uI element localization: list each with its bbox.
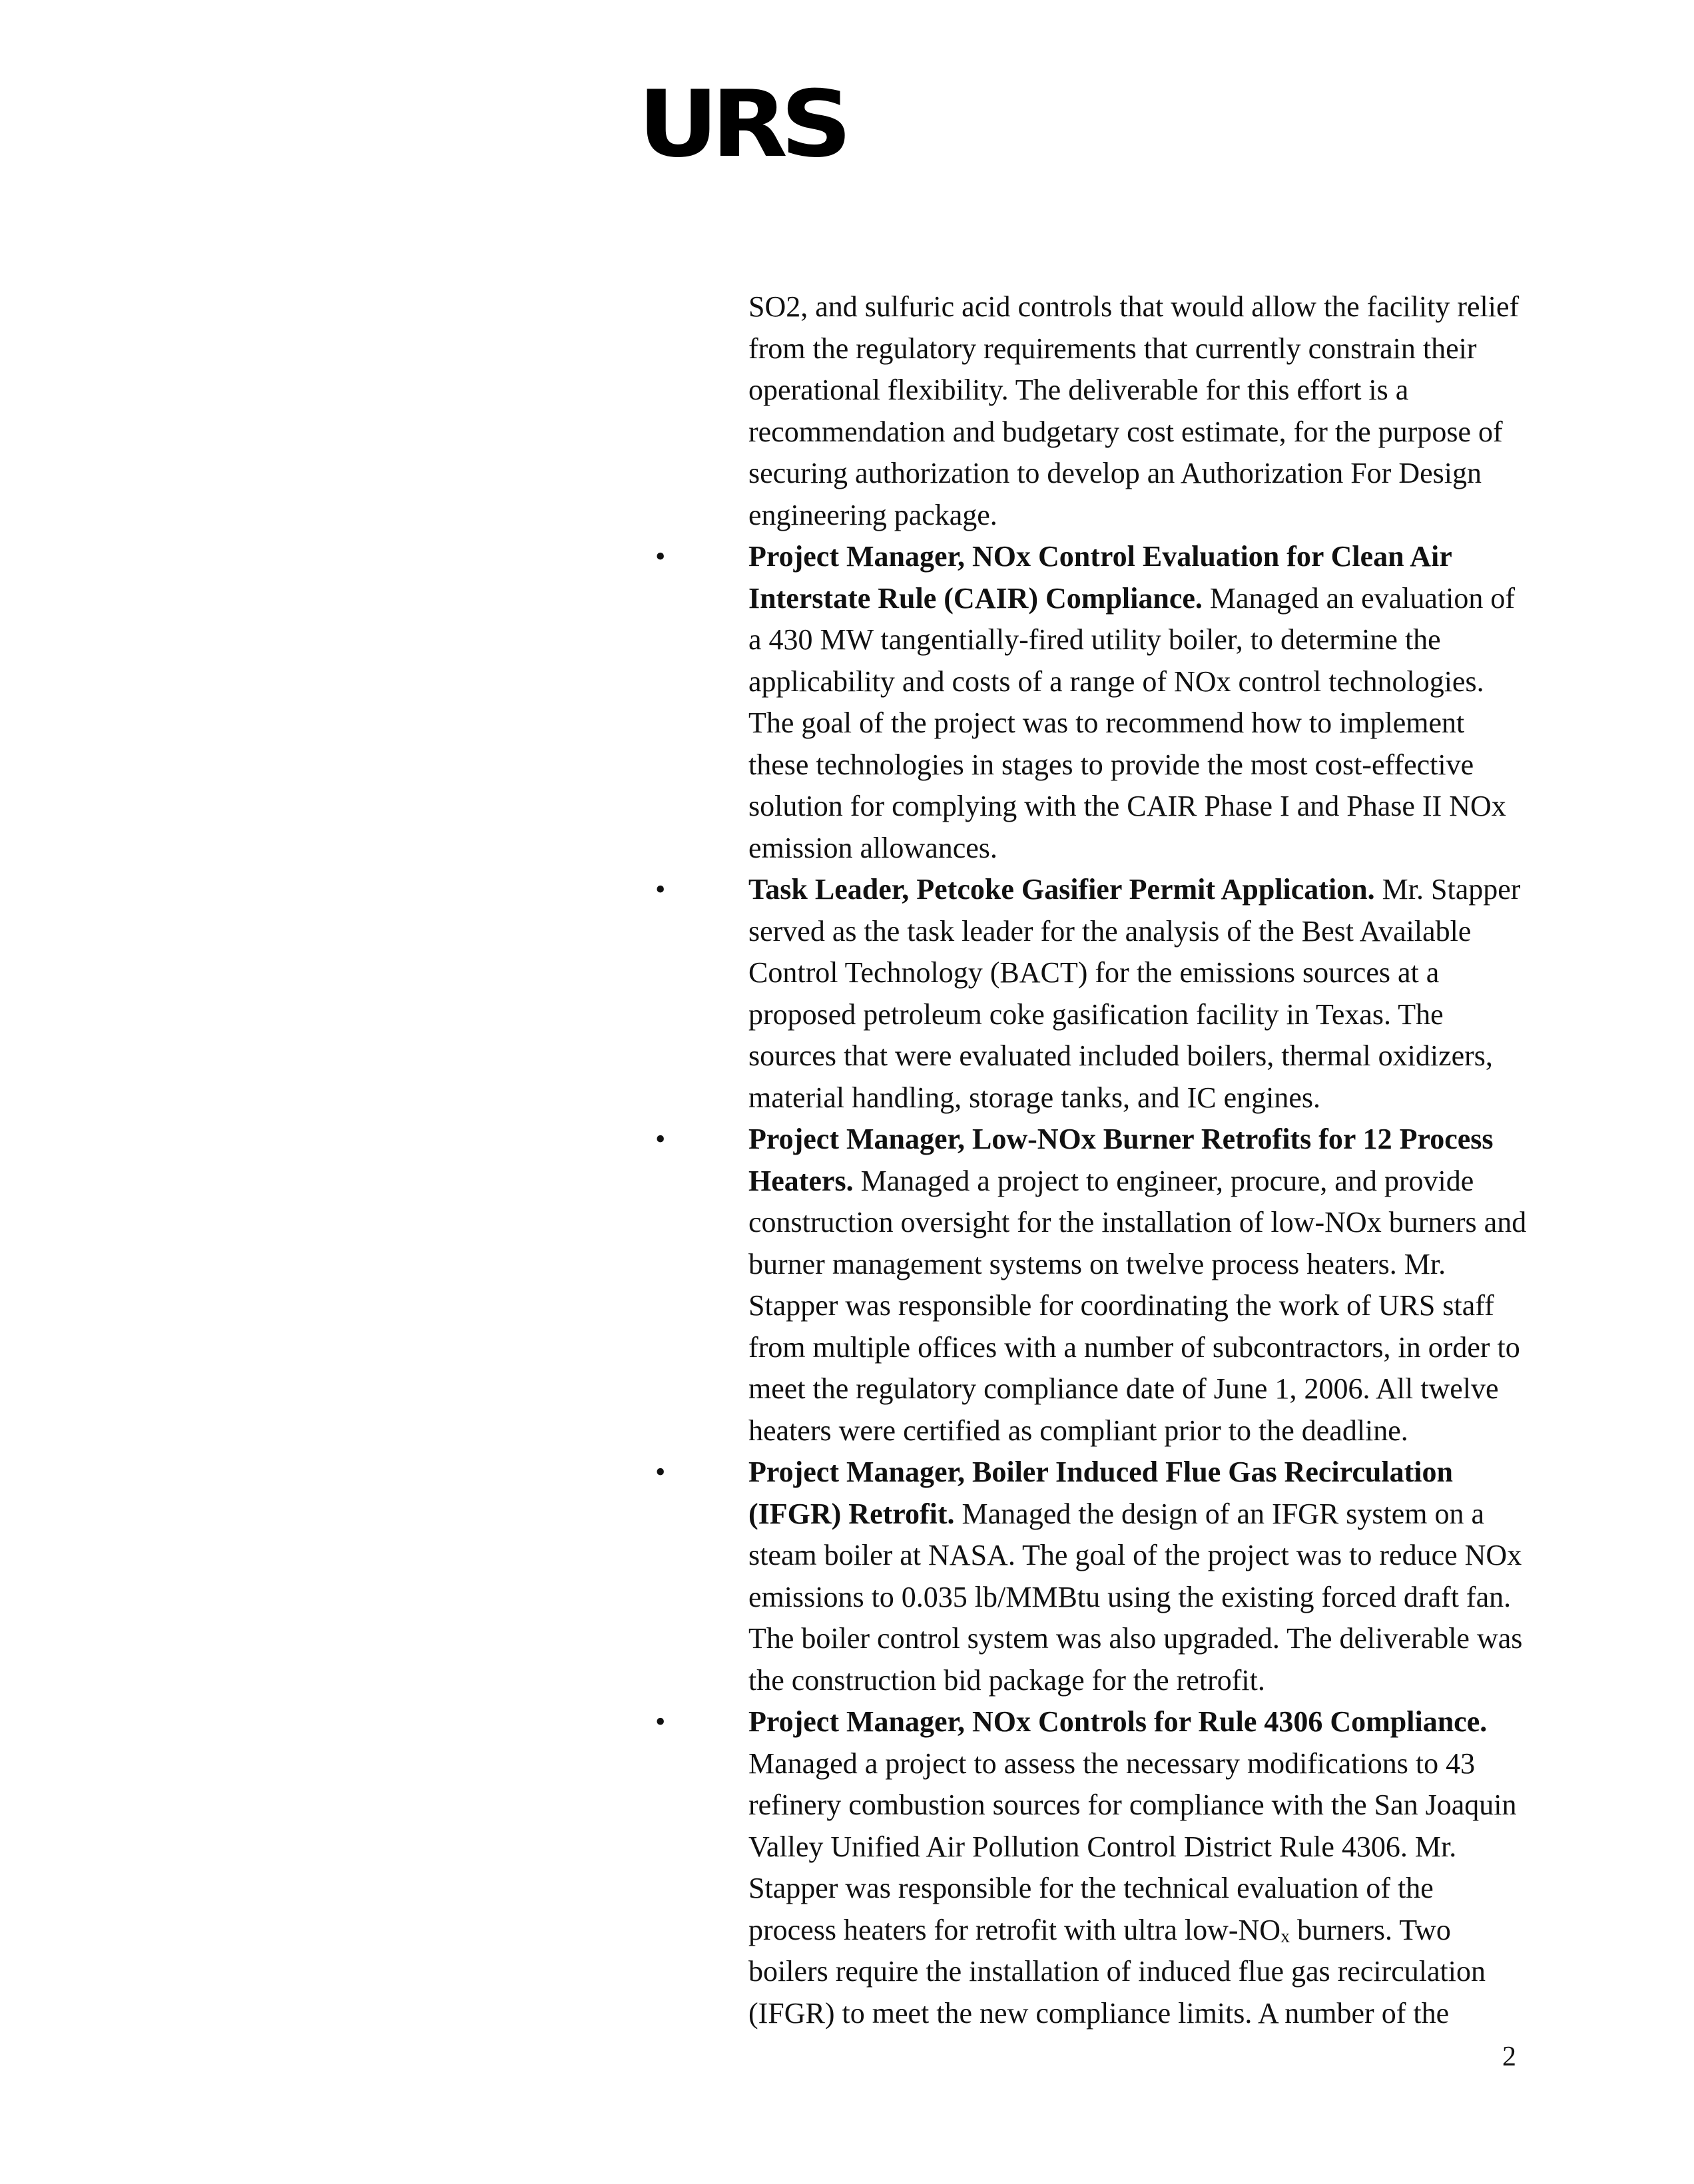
project-description: Managed the design of an IFGR system on a steam boiler at NASA. The goal of the project was to reduce NOx emissions to 0.035 lb/MMBtu using the existing forced draft fan. The boiler control system was also upgraded. The deliverable was the construction bid package for the retrofit. [748,1497,1523,1697]
bullet-icon: • [655,1123,666,1155]
project-heading: Task Leader, Petcoke Gasifier Permit Application. [748,873,1375,906]
page-number: 2 [1502,2042,1516,2072]
bullet-icon: • [655,1705,666,1738]
bullet-icon: • [655,540,666,573]
project-list [655,536,1528,2034]
project-description: Managed a project to engineer, procure, and provide construction oversight for the installation of low-NOx burners and burner management systems on twelve process heaters. Mr. Stapper was responsible for coordinating the work of URS staff from multiple offices with a number of subcontractors, in order to meet the regulatory compliance date of June 1, 2006. All twelve heaters were certified as compliant prior to the deadline. [748,1164,1527,1447]
project-heading: Project Manager, NOx Control Evaluation for Clean Air Interstate Rule (CAIR) Compliance. [748,540,1452,615]
project-description-part: Managed a project to assess the necessary modifications to 43 refinery combustion sources for compliance with the San Joaquin Valley Unified Air Pollution Control District Rule 4306. Mr. Stapper was responsible for the technical evaluation of the process heaters for retrofit with ultra low-NO [748,1747,1517,1946]
project-description-part: burners. Two boilers require the installation of induced flue gas recirculation (IFGR) to meet the new compliance limits. A number of the [748,1913,1486,2030]
project-item [655,1119,1528,1452]
nox-subscript: x [1280,1926,1290,1947]
urs-logo: URS [638,71,845,178]
project-item [655,536,1528,869]
project-heading: Project Manager, NOx Controls for Rule 4306 Compliance. [748,1705,1488,1738]
document-body [655,286,1528,2034]
project-heading: Project Manager, Boiler Induced Flue Gas Recirculation (IFGR) Retrofit. [748,1456,1453,1530]
project-description: Mr. Stapper served as the task leader for the analysis of the Best Available Control Technology (BACT) for the emissions sources at a proposed petroleum coke gasification facility in Texas. The sources that were evaluated included boilers, thermal oxidizers, material handling, storage tanks, and IC engines. [748,873,1521,1114]
project-item [655,1701,1528,2034]
project-item [655,1452,1528,1701]
project-heading: Project Manager, Low-NOx Burner Retrofits for 12 Process Heaters. [748,1123,1494,1197]
bullet-icon: • [655,1456,666,1488]
project-item [655,869,1528,1119]
project-description: Managed an evaluation of a 430 MW tangentially-fired utility boiler, to determine the applicability and costs of a range of NOx control technologies. The goal of the project was to recommend how to implement these technologies in stages to provide the most cost-effective solution for complying with the CAIR Phase I and Phase II NOx emission allowances. [748,581,1516,864]
bullet-icon: • [655,873,666,906]
continuation-paragraph: SO2, and sulfuric acid controls that would allow the facility relief from the regulatory requirements that currently constrain their operational flexibility. The deliverable for this effort is a recommendation and budgetary cost estimate, for the purpose of securing authorization to develop an Authorization For Design engineering package. [748,290,1520,531]
project-description [748,1747,1516,2030]
